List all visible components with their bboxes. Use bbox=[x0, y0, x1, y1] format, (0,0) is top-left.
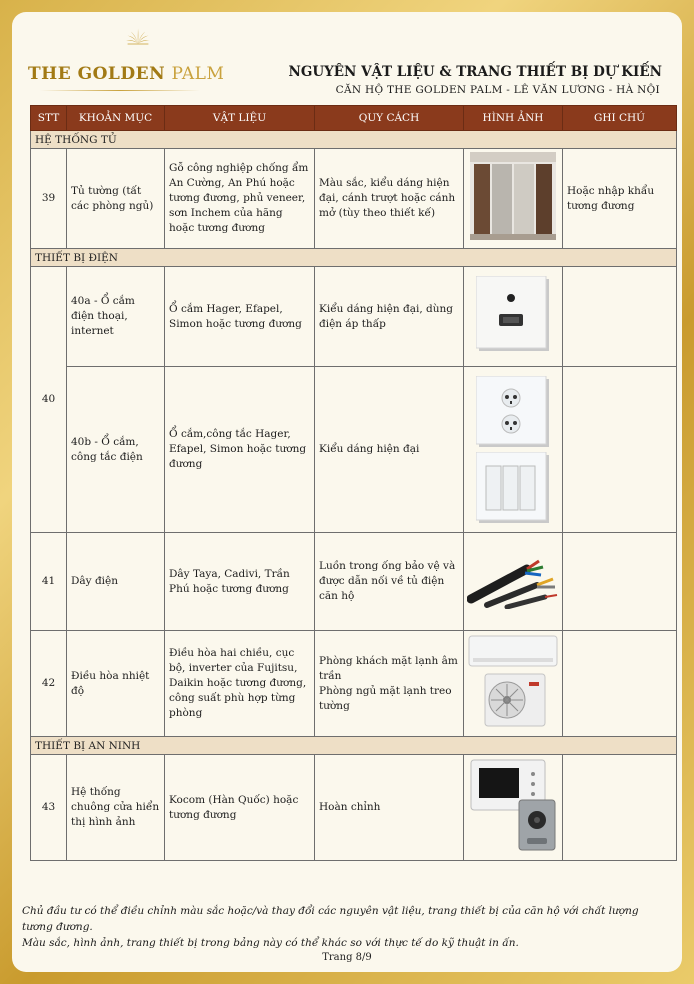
row-number: 41 bbox=[31, 533, 67, 631]
item-cell: Tủ tường (tất các phòng ngủ) bbox=[67, 149, 165, 249]
table-row bbox=[31, 367, 677, 533]
data-socket-image bbox=[476, 276, 550, 352]
image-cell bbox=[464, 367, 563, 533]
spec-line: Phòng khách mặt lạnh âm trần bbox=[319, 654, 458, 682]
column-header: QUY CÁCH bbox=[315, 106, 464, 131]
spec-cell: Kiểu dáng hiện đại, dùng điện áp thấp bbox=[315, 267, 464, 367]
table-row bbox=[31, 755, 677, 861]
spec-cell: Hoàn chỉnh bbox=[315, 755, 464, 861]
image-cell bbox=[464, 149, 563, 249]
note-cell bbox=[563, 367, 677, 533]
image-cell bbox=[464, 755, 563, 861]
note-cell bbox=[563, 631, 677, 737]
row-number: 42 bbox=[31, 631, 67, 737]
note-cell: Hoặc nhập khẩu tương đương bbox=[563, 149, 677, 249]
material-cell: Ổ cắm Hager, Efapel, Simon hoặc tương đương bbox=[165, 267, 315, 367]
page-title: NGUYÊN VẬT LIỆU & TRANG THIẾT BỊ DỰ KIẾN bbox=[288, 64, 662, 80]
material-cell: Điều hòa hai chiều, cục bộ, inverter của Fujitsu, Daikin hoặc tương đương, công suất phù hợp từng phòng bbox=[165, 631, 315, 737]
image-cell bbox=[464, 267, 563, 367]
palm-logo-icon bbox=[122, 20, 202, 64]
row-number: 39 bbox=[31, 149, 67, 249]
light-switch-image bbox=[476, 452, 550, 524]
brand-wordmark: THE GOLDEN PALM bbox=[28, 64, 225, 84]
table-row bbox=[31, 631, 677, 737]
item-cell: 40a - Ổ cắm điện thoại, internet bbox=[67, 267, 165, 367]
wardrobe-image bbox=[470, 152, 556, 240]
material-cell: Ổ cắm,công tắc Hager, Efapel, Simon hoặc tương đương bbox=[165, 367, 315, 533]
disclaimer-line: Chủ đầu tư có thể điều chỉnh màu sắc hoặc/và thay đổi các nguyên vật liệu, trang thiết bị của căn hộ với chất lượng tương đương. bbox=[22, 905, 639, 933]
electric-wire-image bbox=[467, 549, 559, 609]
table-row bbox=[31, 149, 677, 249]
disclaimer bbox=[22, 903, 672, 951]
row-number: 40 bbox=[31, 267, 67, 533]
column-header: VẬT LIỆU bbox=[165, 106, 315, 131]
material-cell: Gỗ công nghiệp chống ẩm An Cường, An Phú hoặc tương đương, phủ veneer, sơn Inchem của hãng hoặc tương đương bbox=[165, 149, 315, 249]
column-header: STT bbox=[31, 106, 67, 131]
air-conditioner-image bbox=[467, 634, 559, 728]
material-cell: Dây Taya, Cadivi, Trần Phú hoặc tương đương bbox=[165, 533, 315, 631]
column-header: KHOẢN MỤC bbox=[67, 106, 165, 131]
section-title: THIẾT BỊ ĐIỆN bbox=[31, 249, 677, 267]
page-number: Trang 8/9 bbox=[322, 952, 372, 963]
spec-cell bbox=[315, 631, 464, 737]
table-row bbox=[31, 533, 677, 631]
row-number: 43 bbox=[31, 755, 67, 861]
section-row bbox=[31, 737, 677, 755]
note-cell bbox=[563, 533, 677, 631]
image-cell bbox=[464, 533, 563, 631]
note-cell bbox=[563, 267, 677, 367]
column-header: HÌNH ẢNH bbox=[464, 106, 563, 131]
page-subtitle: CĂN HỘ THE GOLDEN PALM - LÊ VĂN LƯƠNG - HÀ NỘI bbox=[335, 84, 660, 96]
item-cell: Hệ thống chuông cửa hiển thị hình ảnh bbox=[67, 755, 165, 861]
section-row bbox=[31, 249, 677, 267]
spec-cell: Màu sắc, kiểu dáng hiện đại, cánh trượt hoặc cánh mở (tùy theo thiết kế) bbox=[315, 149, 464, 249]
spec-cell: Luồn trong ống bảo vệ và được dẫn nối về tủ điện căn hộ bbox=[315, 533, 464, 631]
spec-cell: Kiểu dáng hiện đại bbox=[315, 367, 464, 533]
image-cell bbox=[464, 631, 563, 737]
brand-underline bbox=[40, 90, 200, 91]
disclaimer-line: Màu sắc, hình ảnh, trang thiết bị trong bảng này có thể khác so với thực tế do kỹ thuật in ấn. bbox=[22, 937, 519, 949]
table-header-row bbox=[31, 106, 677, 131]
table-row bbox=[31, 267, 677, 367]
section-title: HỆ THỐNG TỦ bbox=[31, 131, 677, 149]
video-doorbell-image bbox=[467, 758, 559, 852]
column-header: GHI CHÚ bbox=[563, 106, 677, 131]
material-cell: Kocom (Hàn Quốc) hoặc tương đương bbox=[165, 755, 315, 861]
specification-table bbox=[30, 105, 677, 861]
item-cell: Điều hòa nhiệt độ bbox=[67, 631, 165, 737]
item-cell: 40b - Ổ cắm, công tắc điện bbox=[67, 367, 165, 533]
section-title: THIẾT BỊ AN NINH bbox=[31, 737, 677, 755]
power-outlet-image bbox=[476, 376, 550, 448]
section-row bbox=[31, 131, 677, 149]
item-cell: Dây điện bbox=[67, 533, 165, 631]
note-cell bbox=[563, 755, 677, 861]
page-content bbox=[12, 12, 682, 972]
spec-line: Phòng ngủ mặt lạnh treo tường bbox=[319, 684, 452, 712]
